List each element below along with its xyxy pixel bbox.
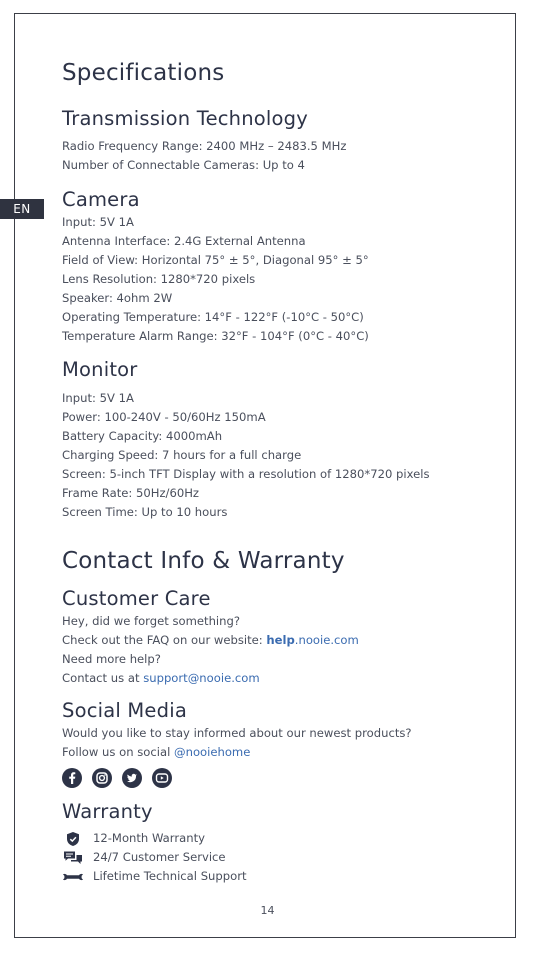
transmission-title: Transmission Technology — [62, 107, 308, 130]
language-tab: EN — [0, 199, 44, 219]
care-faq-text: Check out the FAQ on our website: — [62, 633, 267, 647]
customer-care-title: Customer Care — [62, 587, 211, 610]
care-line: Need more help? — [62, 652, 161, 666]
spec-line: Lens Resolution: 1280*720 pixels — [62, 272, 256, 286]
warranty-label: Lifetime Technical Support — [93, 869, 247, 883]
spec-line: Input: 5V 1A — [62, 391, 134, 405]
youtube-icon[interactable] — [152, 768, 172, 788]
spec-line: Frame Rate: 50Hz/60Hz — [62, 486, 200, 500]
spec-line: Radio Frequency Range: 2400 MHz – 2483.5 MHz — [62, 139, 347, 153]
facebook-icon[interactable] — [62, 768, 82, 788]
page-content — [62, 58, 502, 886]
spec-line: Antenna Interface: 2.4G External Antenna — [62, 234, 306, 248]
warranty-item — [62, 867, 502, 886]
contact-text: Contact us at — [62, 671, 144, 685]
spec-line: Speaker: 4ohm 2W — [62, 291, 173, 305]
spec-line: Power: 100-240V - 50/60Hz 150mA — [62, 410, 266, 424]
care-line — [62, 669, 502, 688]
page-number: 14 — [260, 904, 275, 917]
warranty-item — [62, 829, 502, 848]
monitor-title: Monitor — [62, 358, 138, 381]
support-email-link[interactable]: support@nooie.com — [143, 671, 260, 685]
spec-line: Operating Temperature: 14°F - 122°F (-10°C - 50°C) — [62, 310, 364, 324]
spec-line: Charging Speed: 7 hours for a full charge — [62, 448, 302, 462]
care-line — [62, 631, 502, 650]
page-title: Specifications — [62, 60, 225, 86]
social-line: Would you like to stay informed about our newest products? — [62, 726, 412, 740]
care-line: Hey, did we forget something? — [62, 614, 241, 628]
instagram-icon[interactable] — [92, 768, 112, 788]
warranty-label: 12-Month Warranty — [93, 831, 205, 845]
spec-line: Field of View: Horizontal 75° ± 5°, Diagonal 95° ± 5° — [62, 253, 369, 267]
social-icons — [62, 768, 502, 788]
help-link-domain: .nooie.com — [294, 633, 359, 647]
warranty-label: 24/7 Customer Service — [93, 850, 226, 864]
wrench-icon — [62, 869, 84, 885]
spec-line: Screen Time: Up to 10 hours — [62, 505, 228, 519]
camera-title: Camera — [62, 188, 140, 211]
follow-text: Follow us on social — [62, 745, 174, 759]
social-media-title: Social Media — [62, 699, 187, 722]
spec-line: Temperature Alarm Range: 32°F - 104°F (0°C - 40°C) — [62, 329, 369, 343]
spec-line: Screen: 5-inch TFT Display with a resolution of 1280*720 pixels — [62, 467, 430, 481]
warranty-item — [62, 848, 502, 867]
spec-line: Input: 5V 1A — [62, 215, 134, 229]
contact-warranty-title: Contact Info & Warranty — [62, 548, 345, 574]
warranty-title: Warranty — [62, 800, 153, 823]
nooiehome-link[interactable]: @nooiehome — [174, 745, 251, 759]
spec-line: Battery Capacity: 4000mAh — [62, 429, 223, 443]
chat-bubbles-icon — [62, 850, 84, 866]
spec-line: Number of Connectable Cameras: Up to 4 — [62, 158, 305, 172]
social-line — [62, 743, 502, 762]
help-link-bold: help — [266, 633, 295, 647]
twitter-icon[interactable] — [122, 768, 142, 788]
shield-check-icon — [62, 831, 84, 847]
help-website-link[interactable] — [266, 633, 358, 647]
